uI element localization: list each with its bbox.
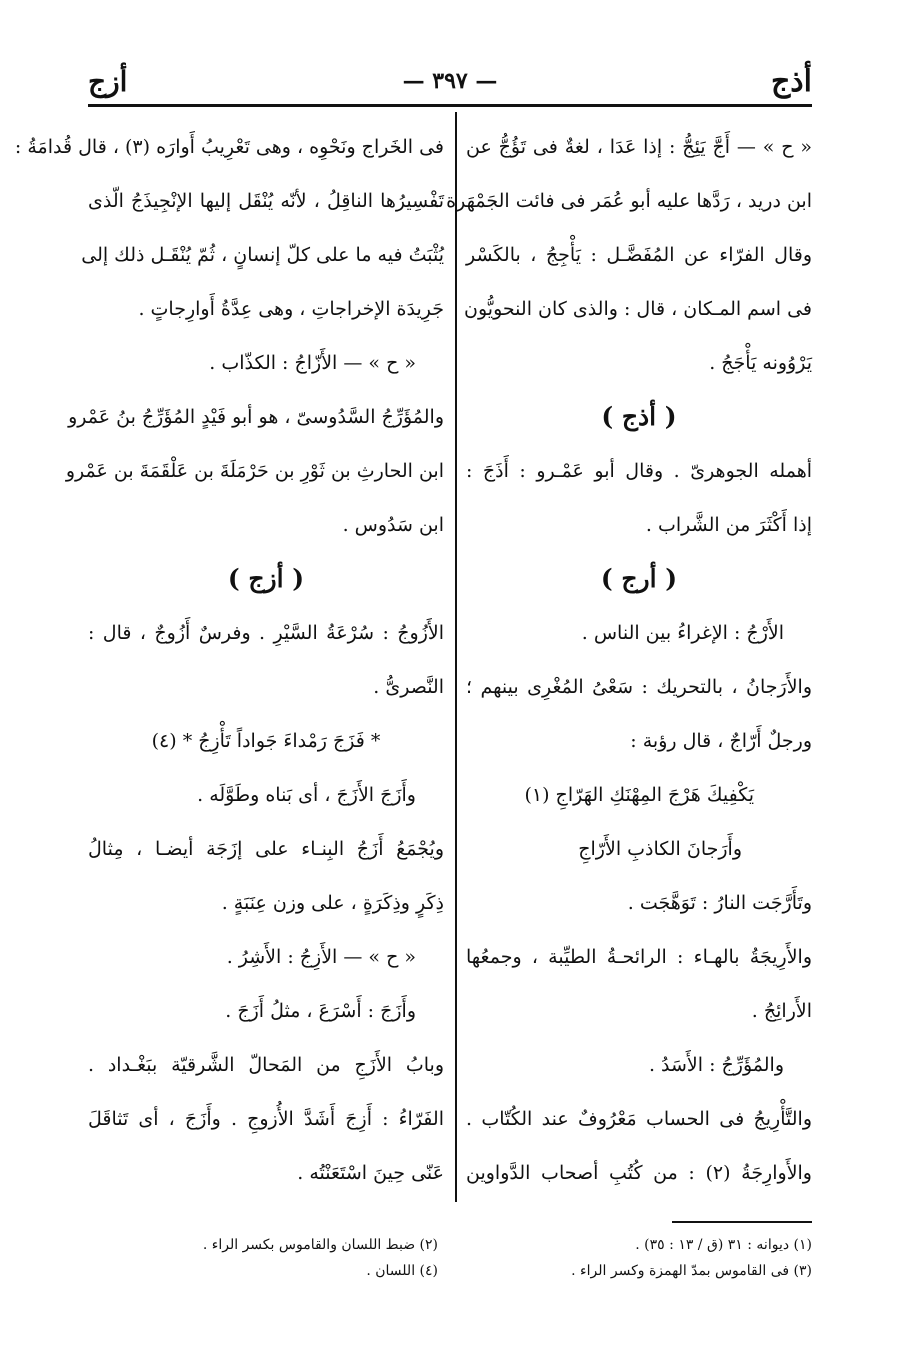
footnote-rule — [672, 1221, 812, 1223]
text-line: الأَرائِجُ . — [751, 1000, 812, 1022]
footnotes-left — [88, 1232, 444, 1284]
text-line: تَفْسِيرُها الناقِلُ ، لأنّه يُنْقَل إليها الإنْجِيذَجُ الّذى — [88, 190, 444, 212]
text-line: الأَزُوجُ : سُرْعَةُ السَّيْرِ . وفرسٌ أَزُوجٌ ، قال : — [88, 622, 444, 644]
text-line: والأَوارِجَةُ (٢) : من كُتُبِ أصحاب الدَّواوين — [466, 1162, 812, 1184]
header-rule — [88, 104, 812, 107]
text-line: « ح » — الأَزّاجُ : الكذّاب . — [209, 352, 416, 374]
text-line: يَرْوُونه يَأْجَجُ . — [709, 352, 812, 374]
header-left-word: أزج — [88, 64, 128, 98]
text-line: والأَرَجانُ ، بالتحريك : سَعْىُ المُغْرِى بينهم ؛ — [466, 676, 812, 698]
text-line: عَنّى حِينَ اسْتَعَنْتُه . — [297, 1162, 444, 1184]
footnote: (٢) ضبط اللسان والقاموس بكسر الراء . — [202, 1237, 438, 1253]
footnote: (٤) اللسان . — [366, 1263, 438, 1279]
entry-heading: ( أذج ) — [601, 402, 677, 431]
text-line: وبابُ الأَزَجِ من المَحالّ الشَّرقيّة ببَغْـداد . — [88, 1054, 444, 1076]
text-line: النَّصرىُّ . — [373, 676, 444, 698]
text-line: وأَزَجَ : أَسْرَعَ ، مثلُ أَزَجَ . — [225, 1000, 416, 1022]
left-column — [14, 120, 444, 1200]
entry-heading: ( أزج ) — [227, 564, 305, 593]
text-line: ورجلٌ أَرّاجٌ ، قال رؤبة : — [630, 730, 812, 752]
text-line: جَرِيدَة الإخراجاتِ ، وهى عِدَّةُ أَوارِجاتٍ . — [138, 298, 444, 320]
text-line: الفَرّاءُ : أَزِجَ أَشَدَّ الأُزوجِ . وأَزَجَ ، أى تَثاقَلَ — [88, 1108, 444, 1130]
text-line: أهمله الجوهرىّ . وقال أبو عَمْـرو : أَذَجَ : — [466, 460, 812, 482]
text-line: وقال الفرّاء عن المُفَضَّـل : يَأْجِجُ ، بالكَسْر — [466, 244, 812, 266]
text-line: فى الخَراج ونَحْوِه ، وهى تَعْرِيبُ أَوارَه (٣) ، قال قُدامَةُ : — [14, 136, 444, 158]
column-divider — [455, 112, 457, 1202]
verse-line: * فَزَجَ رَمْداءَ جَواداً تَأْزِجُ * (٤) — [151, 730, 381, 752]
verse-line: يَكْفِيكَ هَرْجَ المِهْنَكِ الهَرّاجِ (١) — [524, 784, 754, 806]
text-line: « ح » — الأَزِجُ : الأَشِرُ . — [226, 946, 416, 968]
text-line: وتَأَرَّجَت النارُ : تَوَهَّجَت . — [627, 892, 812, 914]
footnote: (١) ديوانه : ٣١ (ق / ١٣ : ٣٥) . — [635, 1237, 812, 1253]
text-line: والتَّأْرِيجُ فى الحساب مَعْرُوفٌ عند الكُتّاب . — [466, 1108, 812, 1130]
text-line: فى اسم المـكان ، قال : والذى كان النحويُّون — [464, 298, 812, 320]
entry-heading: ( أرج ) — [600, 564, 678, 593]
text-line: يُثْبَتُ فيه ما على كلّ إنسانٍ ، ثُمّ يُنْقَـل ذلك إلى — [81, 244, 444, 266]
text-line: ذِكَرٍ وذِكَرَةٍ ، على وزن عِنَبَةٍ . — [221, 892, 444, 914]
text-line: والمُؤَرِّجُ السَّدُوسىّ ، هو أبو فَيْدٍ المُؤَرِّجُ بنُ عَمْرو — [68, 406, 444, 428]
text-line: « ح » — أَجَّ يَئِجُّ : إذا عَدَا ، لغةٌ فى تَؤُجُّ عن — [466, 136, 812, 158]
footnote: (٣) فى القاموس بمدّ الهمزة وكسر الراء . — [571, 1263, 812, 1279]
text-line: إذا أَكْثَرَ من الشَّراب . — [645, 514, 812, 536]
text-line: والمُؤَرِّجُ : الأَسَدُ . — [648, 1054, 784, 1076]
header-right-word: أذج — [770, 63, 812, 99]
text-line: ابن سَدُوس . — [342, 514, 444, 536]
right-column — [434, 120, 812, 1200]
verse-line: وأَرَجانَ الكاذبِ الأَرّاجِ — [578, 838, 742, 860]
text-line: ابن الحارثِ بن ثَوْرِ بن حَرْمَلَةَ بن عَلْقَمَةَ بن عَمْرو — [65, 460, 444, 482]
footnotes-right — [466, 1232, 812, 1284]
text-line: ابن دريد ، رَدَّها عليه أبو عُمَر فى فائت الجَمْهَرة . — [434, 190, 812, 212]
page-header — [88, 58, 812, 104]
text-line: ويُجْمَعُ أَزَجُ البِنـاء على إزَجَة أيضـا ، مِثالُ — [88, 838, 444, 860]
text-line: الأَرْجُ : الإغراءُ بين الناس . — [581, 622, 784, 644]
page-number: — ٣٩٧ — — [402, 68, 498, 94]
text-line: وأَزَجَ الأَزَجَ ، أى بَناه وطَوَّلَه . — [197, 784, 416, 806]
text-line: والأَرِيجَةُ بالهـاء : الرائحـةُ الطيِّبة ، وجمعُها — [466, 946, 812, 968]
